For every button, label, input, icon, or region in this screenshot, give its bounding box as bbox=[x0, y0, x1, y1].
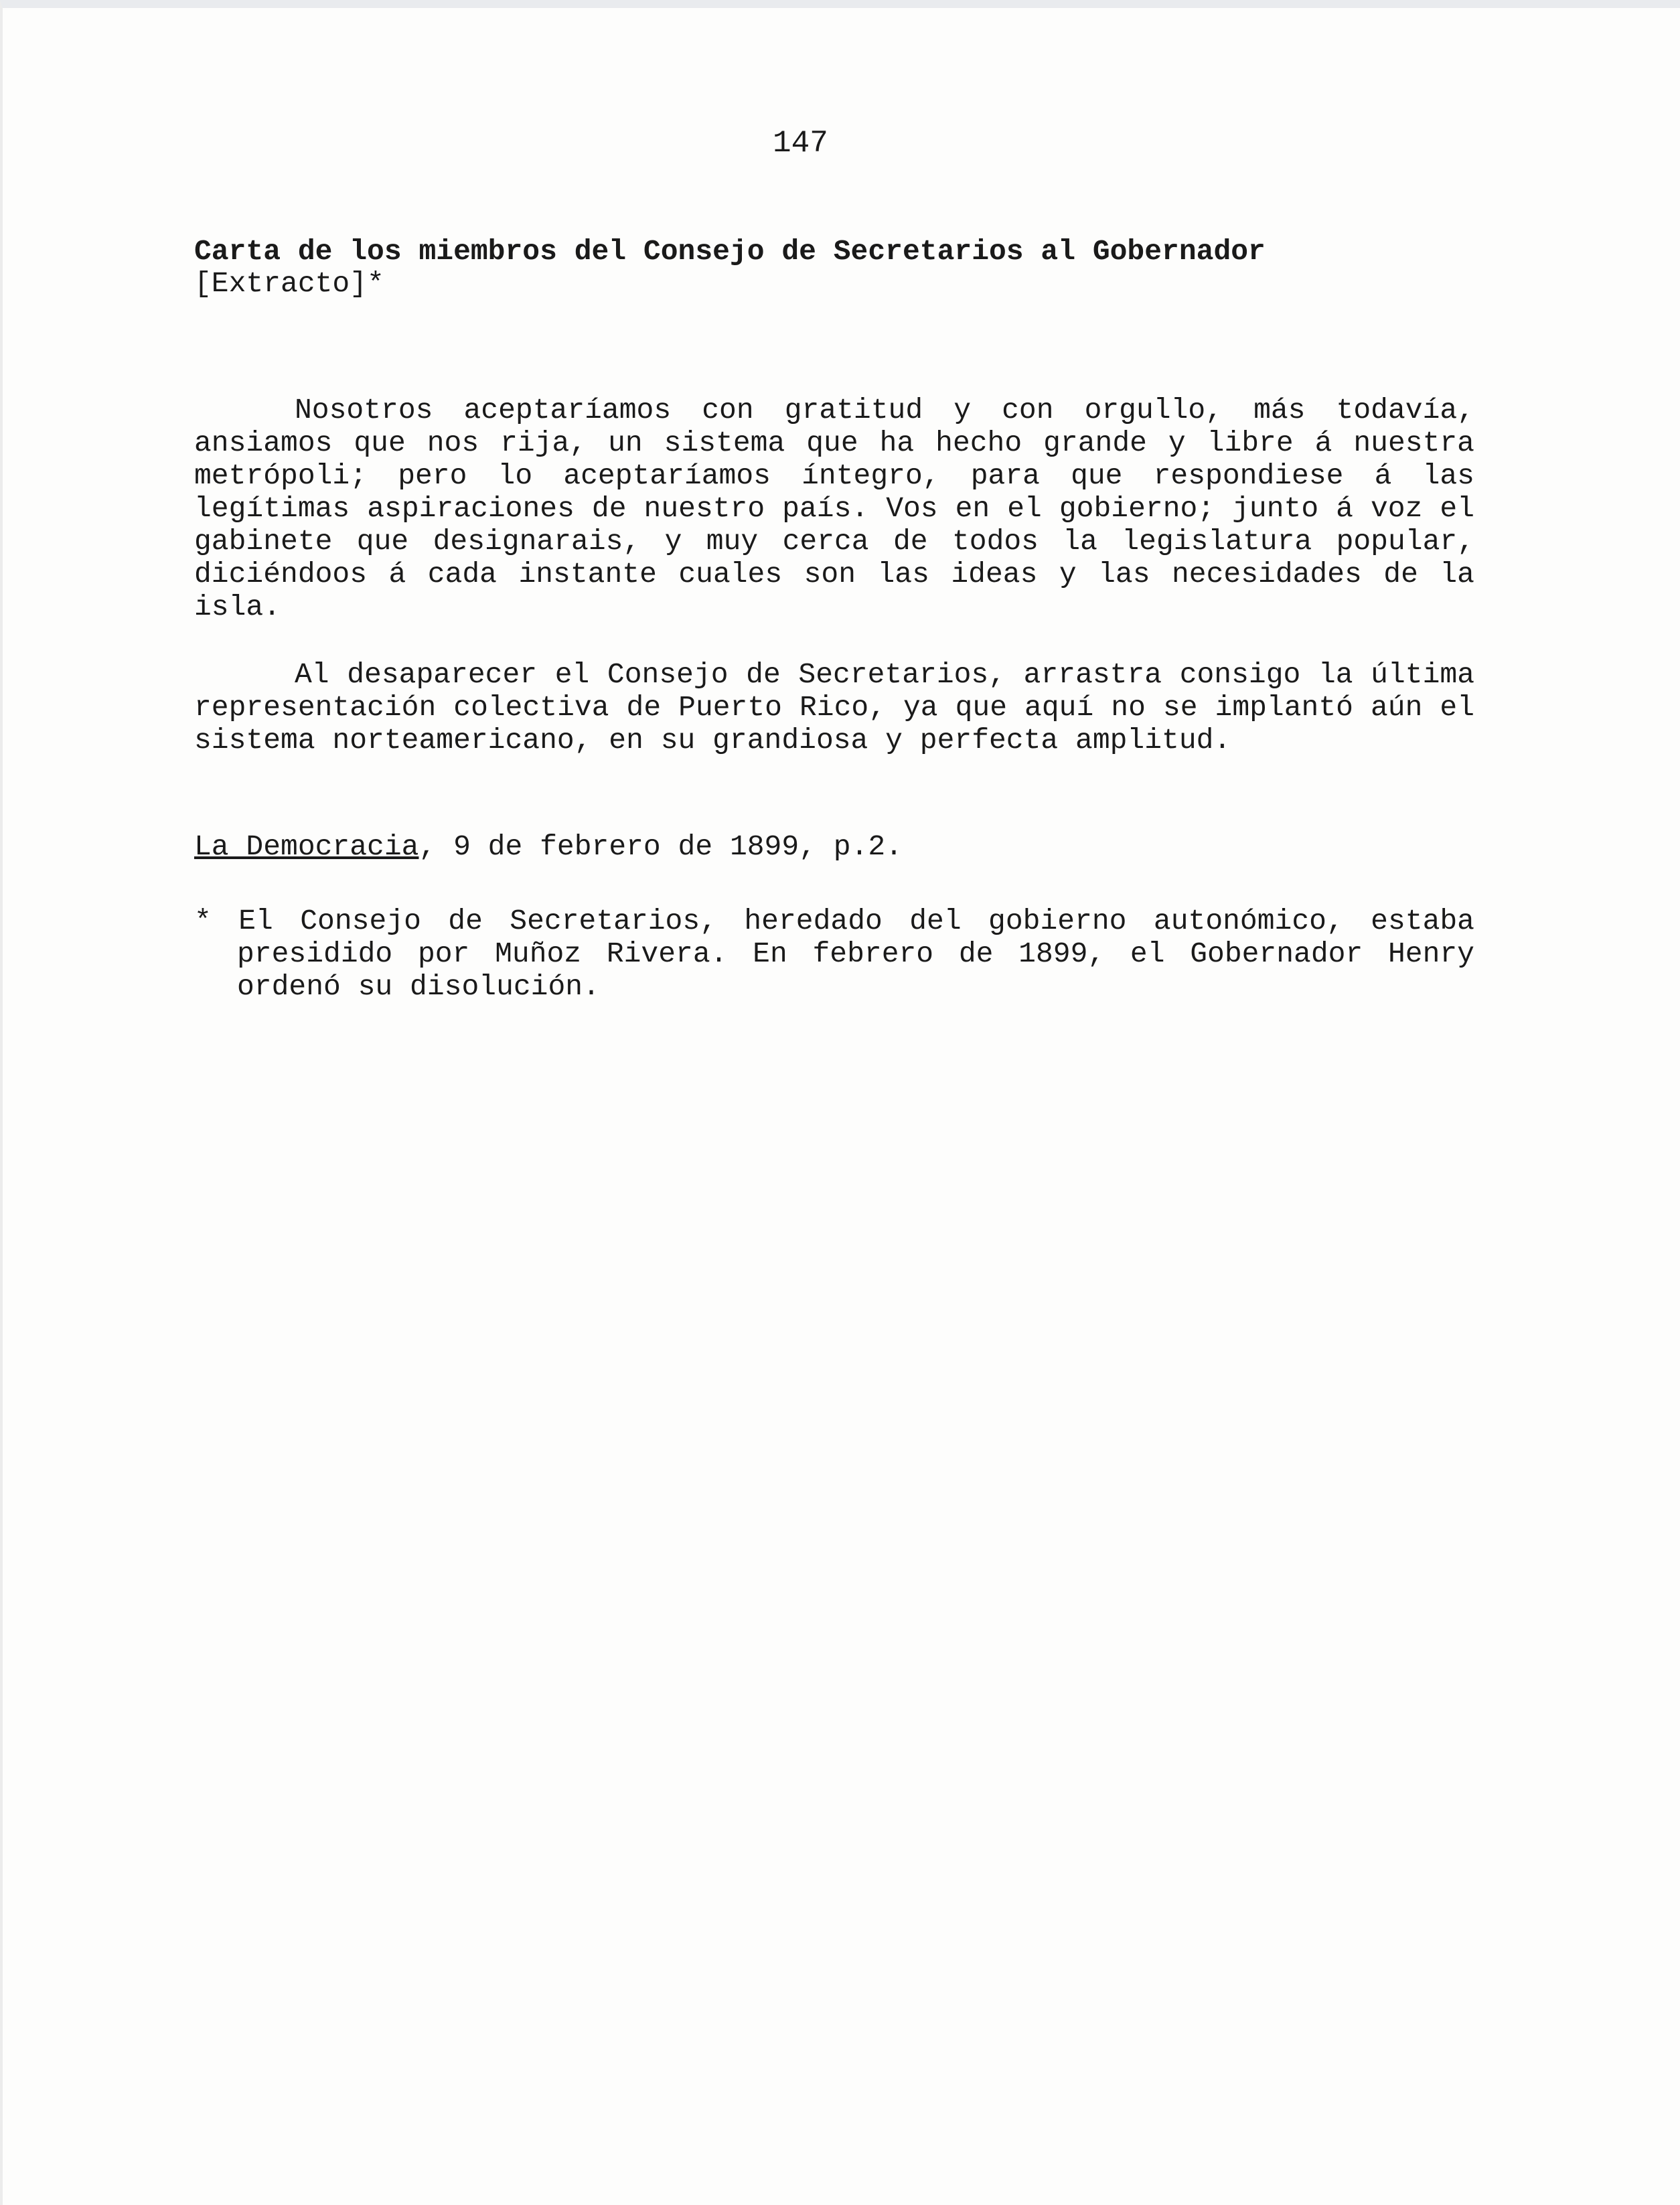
document-title: Carta de los miembros del Consejo de Secretarios al Gobernador bbox=[194, 235, 1266, 268]
document-body bbox=[194, 236, 1474, 1003]
citation bbox=[194, 830, 1474, 863]
paragraph-1: Nosotros aceptaríamos con gratitud y con orgullo, más todavía, ansiamos que nos rija, un sistema que ha hecho grande y libre á nuestra metrópoli; pero lo aceptaríamos íntegro, para que respondiese á las legítimas aspiraciones de nuestro país. Vos en el gobierno; junto á voz el gabinete que designarais, y muy cerca de todos la legislatura popular, diciéndoos á cada instante cuales son las ideas y las necesidades de la isla. bbox=[194, 394, 1474, 623]
citation-details: , 9 de febrero de 1899, p.2. bbox=[418, 830, 903, 863]
document-subtitle: [Extracto]* bbox=[194, 267, 384, 300]
paragraph-2: Al desaparecer el Consejo de Secretarios, arrastra consigo la última representación colectiva de Puerto Rico, ya que aquí no se implantó aún el sistema norteamericano, en su grandiosa y perfecta amplitud. bbox=[194, 658, 1474, 757]
page-number: 147 bbox=[773, 126, 828, 161]
footnote: * El Consejo de Secretarios, heredado del gobierno autonómico, estaba presidido por Muñoz Rivera. En febrero de 1899, el Gobernador Henry ordenó su disolución. bbox=[194, 905, 1474, 1003]
citation-source: La Democracia bbox=[194, 830, 419, 863]
